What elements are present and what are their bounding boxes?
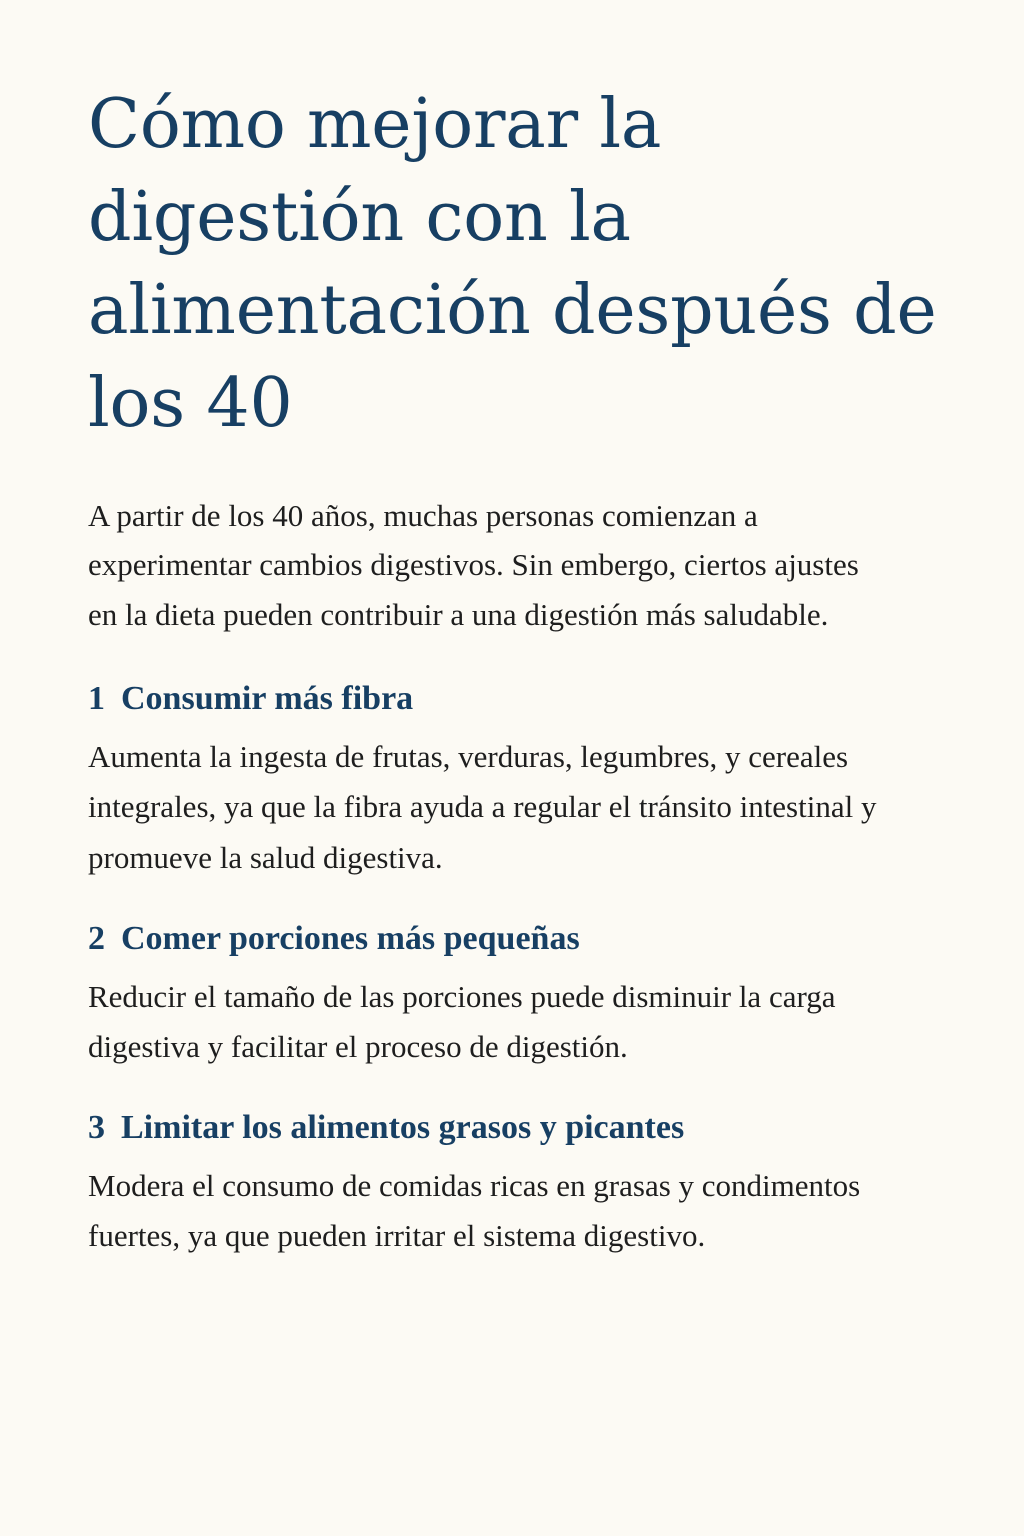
section-number-3: 3: [88, 1109, 105, 1147]
section-number-1: 1: [88, 680, 105, 718]
section-title-1: Consumir más fibra: [121, 680, 414, 718]
section-text-2: Reducir el tamaño de las porciones puede disminuir la carga digestiva y facilitar el proceso de digestión.: [88, 978, 836, 1064]
section-title-2: Comer porciones más pequeñas: [121, 919, 580, 957]
section-2: [88, 919, 934, 1072]
section-title-3: Limitar los alimentos grasos y picantes: [121, 1109, 685, 1147]
section-heading-2: [88, 919, 934, 960]
section-number-2: 2: [88, 919, 105, 957]
section-text-1: Aumenta la ingesta de frutas, verduras, legumbres, y cereales integrales, ya que la fibra ayuda a regular el tránsito intestinal y promueve la salud digestiva.: [88, 739, 877, 875]
section-3: [88, 1108, 934, 1261]
section-heading-3: [88, 1108, 934, 1149]
article-title: Cómo mejorar la digestión con la alimentación después de los 40: [88, 85, 937, 444]
section-heading-1: [88, 679, 934, 720]
section-1: [88, 679, 934, 882]
article-intro: A partir de los 40 años, muchas personas comienzan a experimentar cambios digestivos. Sin embergo, ciertos ajustes en la dieta pueden contribuir a una digestión más saludable.: [88, 497, 859, 632]
section-text-3: Modera el consumo de comidas ricas en grasas y condimentos fuertes, ya que pueden irritar el sistema digestivo.: [88, 1167, 861, 1254]
